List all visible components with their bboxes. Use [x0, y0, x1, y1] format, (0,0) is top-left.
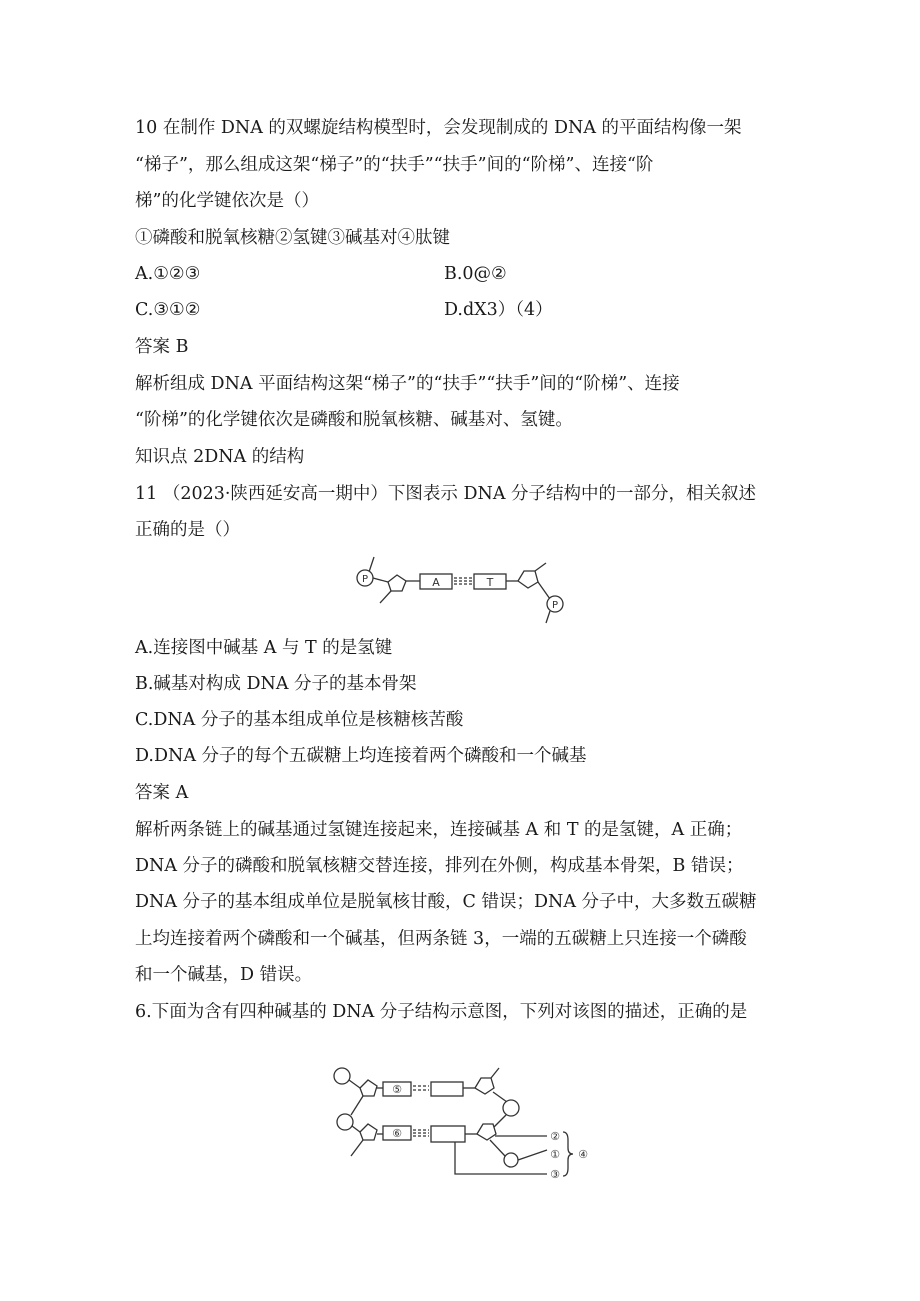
q6-dna-structure-figure [325, 1060, 600, 1190]
top-right-base-box [431, 1082, 463, 1096]
left-middle-phosphate-sugar-bond [352, 1126, 360, 1132]
right-middle-phosphate [503, 1100, 519, 1116]
right-bottom-sugar [477, 1124, 496, 1140]
left-middle-phosphate [337, 1114, 353, 1130]
label-3: ③ [550, 1168, 560, 1181]
right-bottom-sugar-phosphate-bond [490, 1140, 505, 1156]
q11-analysis-line-1: 解析两条链上的碱基通过氢键连接起来，连接碱基 A 和 T 的是氢键，A 正确； [135, 820, 743, 840]
q10-stem-line-2: “梯子”，那么组成这架“梯子”的“扶手”“扶手”间的“阶梯”、连接“阶 [135, 155, 654, 175]
q10-stem-line-1: 10 在制作 DNA 的双螺旋结构模型时，会发现制成的 DNA 的平面结构像一架 [135, 118, 742, 138]
left-top-sugar-phosphate-bond [351, 1096, 363, 1115]
right-phosphate-label: P [551, 600, 559, 611]
q10-stem-line-3: 梯”的化学键依次是（） [135, 191, 319, 211]
left-bottom-sugar [360, 1124, 377, 1140]
q11-stem-line-1: 11 （2023·陕西延安高一期中）下图表示 DNA 分子结构中的一部分，相关叙述 [135, 484, 757, 504]
base-a-label: A [432, 576, 440, 589]
left-bottom-sugar-tail [351, 1140, 363, 1156]
right-sugar-tail [535, 563, 546, 571]
q10-items: ①磷酸和脱氧核糖②氢键③碱基对④肽键 [135, 228, 450, 248]
left-phosphate-sugar-bond [373, 578, 388, 582]
right-sugar-pentagon [518, 571, 538, 588]
q10-option-b: B.0@② [444, 264, 507, 284]
left-top-phosphate [334, 1068, 350, 1084]
knowledge-point-heading: 知识点 2DNA 的结构 [135, 447, 305, 467]
q6-stem: 6.下面为含有四种碱基的 DNA 分子结构示意图，下列对该图的描述，正确的是 [135, 1002, 748, 1022]
left-sugar-pentagon [388, 575, 406, 591]
label-1-leader [518, 1150, 547, 1160]
q10-analysis-line-1: 解析组成 DNA 平面结构这架“梯子”的“扶手”“扶手”间的“阶梯”、连接 [135, 374, 680, 394]
q11-analysis-line-2: DNA 分子的磷酸和脱氧核糖交替连接，排列在外侧，构成基本骨架，B 错误； [135, 856, 744, 876]
q11-stem-line-2: 正确的是（） [135, 520, 240, 540]
right-sugar-phosphate-bond [538, 582, 550, 599]
q11-answer: 答案 A [135, 783, 189, 803]
q11-dna-fragment-figure [350, 555, 575, 625]
q11-option-c: C.DNA 分子的基本组成单位是核糖核苦酸 [135, 710, 464, 730]
label-6: ⑥ [392, 1127, 402, 1140]
right-phosphate-lower-sugar-bond [493, 1115, 506, 1128]
base-t-label: T [486, 576, 494, 589]
q11-analysis-line-5: 和一个碱基，D 错误。 [135, 965, 313, 985]
bottom-right-base-box [431, 1126, 465, 1142]
q11-option-a: A.连接图中碱基 A 与 T 的是氢键 [135, 638, 393, 658]
q11-analysis-line-3: DNA 分子的基本组成单位是脱氧核甘酸，C 错误；DNA 分子中，大多数五碳糖 [135, 892, 757, 912]
q10-option-c: C.③①② [135, 300, 201, 320]
q10-analysis-line-2: “阶梯”的化学键依次是磷酸和脱氧核糖、碱基对、氢键。 [135, 410, 573, 430]
label-2: ② [550, 1130, 560, 1143]
label-1: ① [550, 1148, 560, 1161]
left-top-sugar [360, 1080, 377, 1096]
q11-analysis-line-4: 上均连接着两个磷酸和一个碱基，但两条链 3，一端的五碳糖上只连接一个磷酸 [135, 929, 747, 949]
q10-option-d: D.dX3）（4） [444, 300, 553, 320]
right-top-sugar [475, 1078, 494, 1094]
q10-option-a: A.①②③ [135, 264, 201, 284]
group-4-brace [563, 1132, 573, 1176]
right-top-sugar-tail [491, 1068, 499, 1078]
q11-option-d: D.DNA 分子的每个五碳糖上均连接着两个磷酸和一个碱基 [135, 746, 587, 766]
label-3-leader [455, 1142, 547, 1174]
label-5: ⑤ [392, 1083, 402, 1096]
right-top-sugar-phosphate-bond [493, 1092, 507, 1102]
left-top-phosphate-sugar-bond [349, 1080, 360, 1088]
q10-answer: 答案 B [135, 337, 189, 357]
label-4: ④ [578, 1148, 588, 1161]
left-sugar-tail [380, 591, 391, 603]
right-phosphate-bond [546, 611, 550, 623]
right-bottom-phosphate [504, 1153, 518, 1167]
q11-option-b: B.碱基对构成 DNA 分子的基本骨架 [135, 674, 417, 694]
left-phosphate-label: P [361, 574, 369, 585]
